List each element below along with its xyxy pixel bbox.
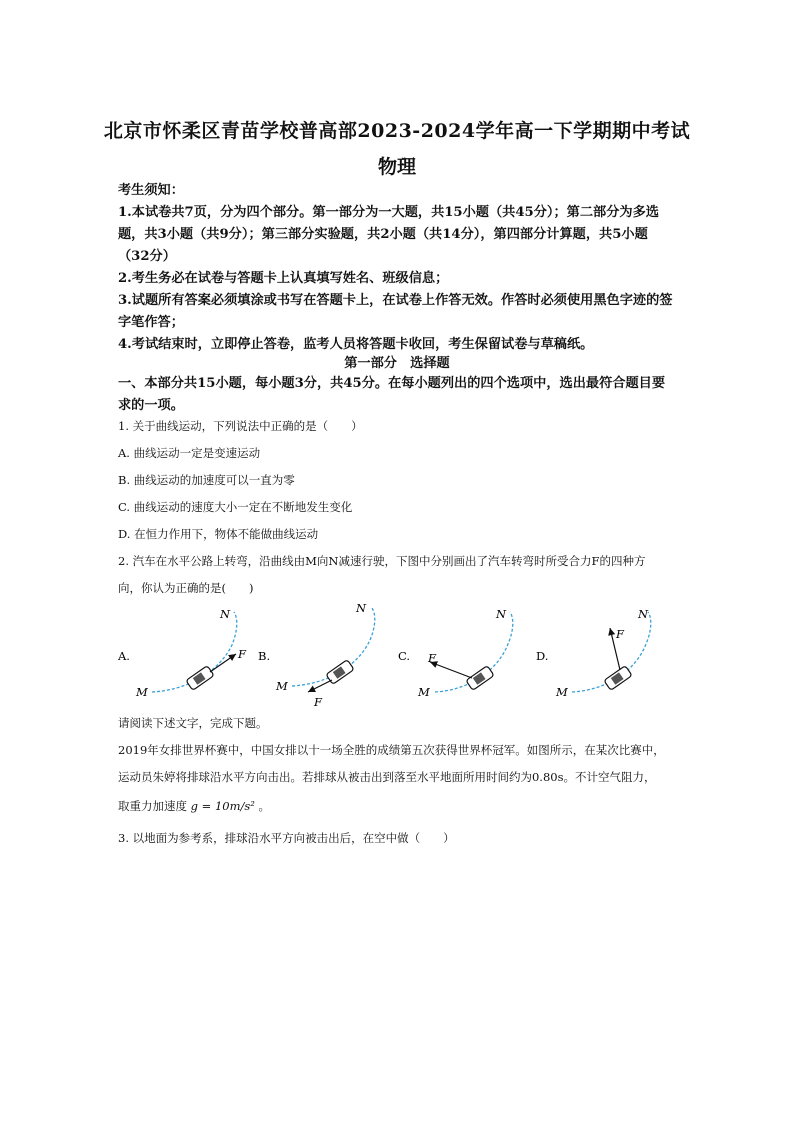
- force-arrow: [430, 662, 472, 678]
- q2-option-c-label: C.: [398, 649, 411, 663]
- point-m-label: M: [556, 685, 568, 699]
- q2-option-a-label: A.: [118, 649, 130, 663]
- q2-option-d-diagram: [536, 607, 651, 699]
- notice-item-1: 1.本试卷共7页，分为四个部分。第一部分为一大题，共15小题（共45分）；第二部分为多选题，共3小题（共9分）；第三部分实验题，共2小题（共14分），第四部分计算题，共5小题（32分）: [118, 205, 659, 264]
- force-arrow: [210, 654, 236, 672]
- q2-option-b-label: B.: [258, 649, 271, 663]
- point-m-label: M: [276, 679, 288, 693]
- force-label: F: [428, 651, 436, 665]
- q1-option-d: D. 在恒力作用下，物体不能做曲线运动: [118, 527, 319, 541]
- q2-stem-line2: 向，你认为正确的是( ): [118, 581, 254, 595]
- q1-stem: 1. 关于曲线运动，下列说法中正确的是（ ）: [118, 419, 363, 433]
- point-m-label: M: [418, 685, 430, 699]
- force-arrow: [308, 680, 332, 692]
- car-icon: [186, 666, 214, 691]
- subject-title: 物理: [377, 156, 416, 178]
- point-n-label: N: [220, 607, 231, 621]
- q2-option-d-label: D.: [536, 649, 549, 663]
- reading-line-1: 2019年女排世界杯赛中，中国女排以十一场全胜的成绩第五次获得世界杯冠军。如图所示，在某次比赛中，: [118, 743, 665, 757]
- reading-prompt: 请阅读下述文字，完成下题。: [118, 716, 268, 730]
- gravity-formula: g = 10m/s²: [190, 799, 255, 813]
- q2-figure: [110, 600, 680, 715]
- q2-option-b-diagram: [258, 601, 375, 709]
- notice-item-3: 3.试题所有答案必须填涂或书写在答题卡上，在试卷上作答无效。作答时必须使用黑色字迹的签字笔作答；: [118, 293, 673, 330]
- question-1: [118, 416, 678, 436]
- notice-block: [118, 180, 678, 356]
- notice-heading: 考生须知：: [118, 183, 184, 198]
- car-icon: [604, 666, 632, 691]
- point-n-label: N: [638, 607, 649, 621]
- exam-title: 北京市怀柔区青苗学校普高部2023-2024学年高一下学期期中考试: [103, 120, 691, 142]
- reading-line-3-suffix: 。: [258, 799, 271, 813]
- q1-option-c: C. 曲线运动的速度大小一定在不断地发生变化: [118, 500, 353, 514]
- force-label: F: [616, 627, 624, 641]
- reading-line-3-prefix: 取重力加速度: [118, 799, 187, 813]
- point-m-label: M: [136, 685, 148, 699]
- q1-option-a: A. 曲线运动一定是变速运动: [118, 446, 261, 460]
- notice-item-4: 4.考试结束时，立即停止答卷，监考人员将答题卡收回，考生保留试卷与草稿纸。: [118, 337, 594, 352]
- q2-stem-line1: 2. 汽车在水平公路上转弯，沿曲线由M向N减速行驶，下图中分别画出了汽车转弯时所受合力F的四种方: [118, 554, 646, 568]
- q2-option-a-diagram: [117, 607, 247, 699]
- force-label: F: [238, 647, 246, 661]
- q3-stem: 3. 以地面为参考系，排球沿水平方向被击出后，在空中做（ ）: [118, 831, 455, 845]
- force-label: F: [314, 695, 322, 709]
- part1-heading: 第一部分 选择题: [344, 356, 450, 371]
- point-n-label: N: [496, 607, 507, 621]
- q2-option-c-diagram: [398, 607, 513, 699]
- notice-item-2: 2.考生务必在试卷与答题卡上认真填写姓名、班级信息；: [118, 271, 449, 286]
- reading-line-2: 运动员朱婷将排球沿水平方向击出。若排球从被击出到落至水平地面所用时间约为0.80s。不计空气阻力，: [118, 770, 656, 784]
- point-n-label: N: [356, 601, 367, 615]
- car-icon: [466, 666, 494, 691]
- part1-intro: 一、本部分共15小题，每小题3分，共45分。在每小题列出的四个选项中，选出最符合题目要求的一项。: [118, 376, 666, 413]
- q1-option-b: B. 曲线运动的加速度可以一直为零: [118, 473, 295, 487]
- reading-line-3: [118, 796, 678, 816]
